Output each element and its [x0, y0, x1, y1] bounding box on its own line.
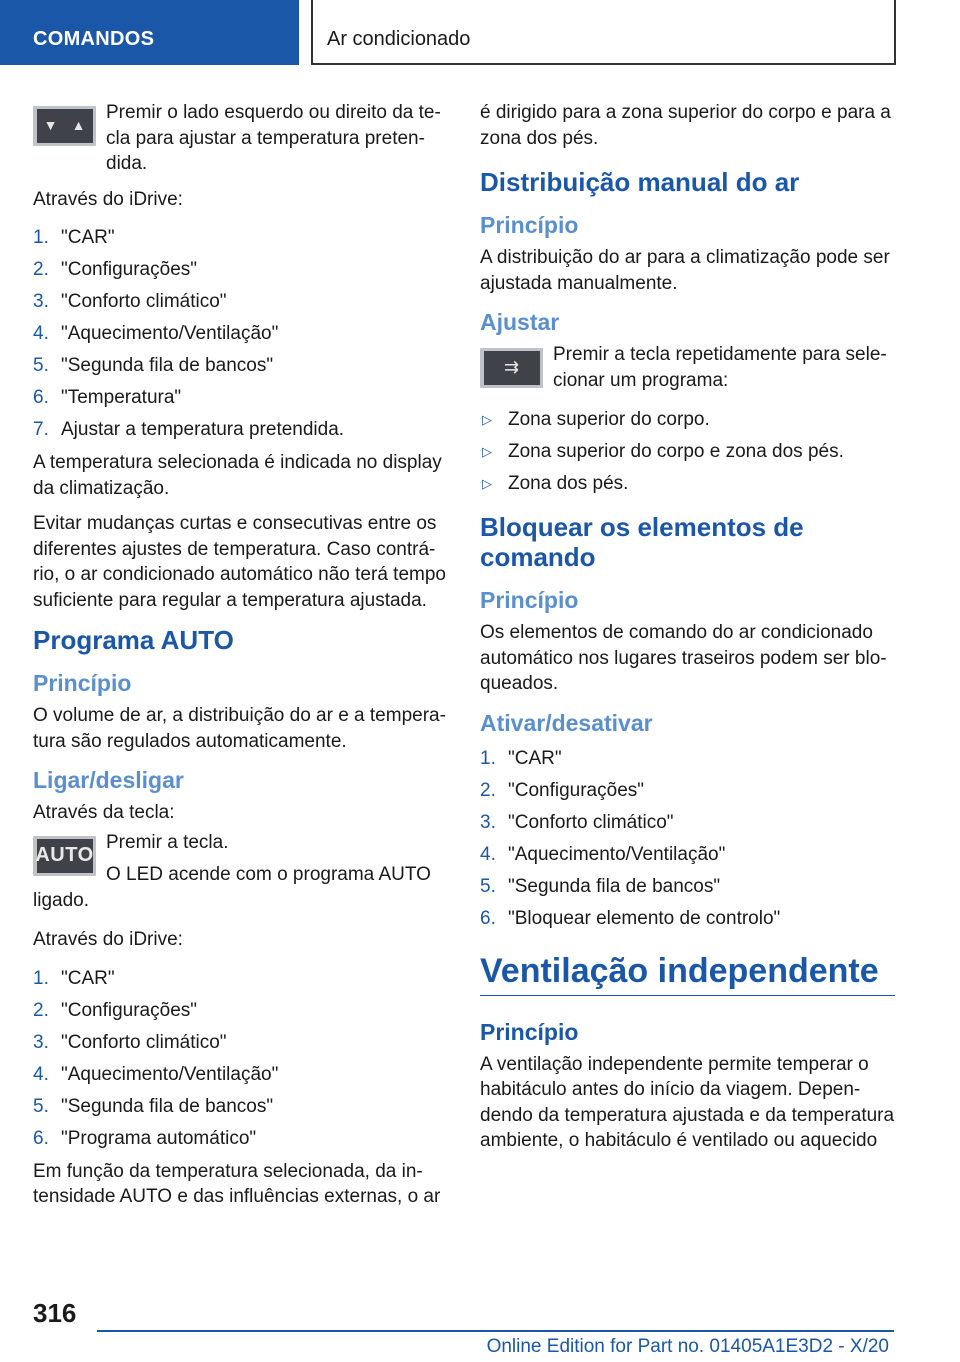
arrow-up-icon: ▲ [71, 117, 86, 134]
chapter-title [311, 0, 896, 65]
list-item: 1. "CAR" [33, 227, 115, 248]
footer-edition: Online Edition for Part no. 01405A1E3D2 - X/20 [486, 1336, 889, 1357]
temperature-key-paragraph [33, 100, 448, 177]
list-item: 4. "Aquecimento/Ventilação" [480, 843, 726, 865]
list-item: 4. "Aquecimento/Ventilação" [33, 1063, 279, 1085]
steps-list-auto [33, 963, 448, 1155]
heading-principle: Princípio [480, 212, 579, 238]
list-item: 2. "Configurações" [33, 259, 198, 280]
footer-divider [97, 1330, 894, 1332]
steps-list-temperature [33, 222, 448, 446]
heading-lock-controls: Bloquear os elementos de comando [480, 512, 804, 572]
idrive-label: Através do iDrive: [33, 929, 183, 950]
list-item: 2. "Configurações" [33, 999, 198, 1021]
air-flow-icon: ⇉ [503, 357, 520, 378]
page-number: 316 [33, 1298, 77, 1328]
list-item: 5. "Segunda fila de bancos" [33, 1095, 274, 1117]
list-item: 3. "Conforto climático" [33, 291, 227, 312]
chapter-title-label: Ar condicionado [327, 28, 471, 50]
list-item: 5. "Segunda fila de bancos" [33, 355, 274, 376]
list-item: 6. "Temperatura" [33, 387, 182, 408]
function-paragraph: Em função da temperatura selecionada, da in-tensidade AUTO e das influências externas, o ar [33, 1160, 441, 1207]
principle-paragraph: A distribuição do ar para a climatização pode ser ajustada manualmente. [480, 247, 890, 294]
heading-adjust: Ajustar [480, 309, 560, 335]
list-item: 5. "Segunda fila de bancos" [480, 875, 721, 897]
list-item: ▷ Zona superior do corpo. [480, 404, 895, 436]
list-item: ▷ Zona superior do corpo e zona dos pés. [480, 436, 895, 468]
right-column [480, 100, 895, 1164]
auto-key-paragraph [33, 830, 448, 914]
air-distribution-key-icon [480, 348, 543, 388]
distribution-options-list [480, 404, 895, 500]
heading-principle: Princípio [480, 1018, 579, 1045]
steps-list-lock [480, 743, 895, 935]
left-column [33, 100, 448, 1220]
avoid-paragraph: Evitar mudanças curtas e consecutivas entre os diferentes ajustes de temperatura. Caso contrá-rio, o ar condicionado automático não terá tempo suficiente para regular a temperatura ajustada. [33, 513, 446, 611]
press-key-text: Premir a tecla. [106, 831, 229, 853]
section-tab-label: COMANDOS [33, 28, 155, 50]
arrow-down-icon: ▼ [43, 117, 58, 134]
triangle-bullet-icon: ▷ [482, 476, 492, 491]
intro-text: Premir o lado esquerdo ou direito da te-cla para ajustar a temperatura preten-dida. [106, 102, 441, 174]
idrive-label: Através do iDrive: [33, 188, 183, 210]
air-distribution-key-paragraph [480, 342, 895, 394]
triangle-bullet-icon: ▷ [482, 412, 492, 427]
heading-manual-distribution: Distribuição manual do ar [480, 167, 800, 197]
heading-principle: Princípio [480, 587, 579, 613]
auto-key-icon: AUTO [33, 836, 96, 876]
triangle-bullet-icon: ▷ [482, 444, 492, 459]
display-paragraph: A temperatura selecionada é indicada no display da climatização. [33, 452, 442, 499]
heading-principle: Princípio [33, 670, 132, 696]
temperature-key-icon [33, 106, 96, 146]
heading-independent-ventilation: Ventilação independente [480, 949, 895, 996]
heading-auto-program: Programa AUTO [33, 625, 234, 655]
heading-activate-deactivate: Ativar/desativar [480, 709, 653, 736]
list-item: 4. "Aquecimento/Ventilação" [33, 323, 279, 344]
list-item: ▷ Zona dos pés. [480, 468, 895, 500]
press-repeat-text: Premir a tecla repetidamente para sele-cionar um programa: [553, 344, 887, 391]
list-item: 3. "Conforto climático" [480, 811, 674, 833]
principle-paragraph: Os elementos de comando do ar condicionado automático nos lugares traseiros podem ser blo-queados. [480, 622, 887, 694]
led-text: O LED acende com o programa AUTO ligado. [33, 864, 431, 911]
heading-on-off: Ligar/desligar [33, 767, 184, 793]
continued-paragraph: é dirigido para a zona superior do corpo e para a zona dos pés. [480, 102, 891, 149]
list-item: 2. "Configurações" [480, 779, 645, 801]
list-item: 1. "CAR" [33, 967, 115, 989]
principle-paragraph: O volume de ar, a distribuição do ar e a tempera-tura são regulados automaticamente. [33, 705, 446, 752]
list-item: 1. "CAR" [480, 747, 562, 769]
list-item: 3. "Conforto climático" [33, 1031, 227, 1053]
section-tab[interactable] [0, 0, 299, 65]
list-item: 6. "Bloquear elemento de controlo" [480, 907, 781, 929]
button-label: Através da tecla: [33, 802, 175, 823]
list-item: 7. Ajustar a temperatura pretendida. [33, 419, 345, 440]
principle-paragraph: A ventilação independente permite temperar o habitáculo antes do início da viagem. Depen-dendo da temperatura ajustada e da temperatura ambiente, o habitáculo é ventilado ou aquecido [480, 1053, 895, 1151]
list-item: 6. "Programa automático" [33, 1127, 257, 1149]
